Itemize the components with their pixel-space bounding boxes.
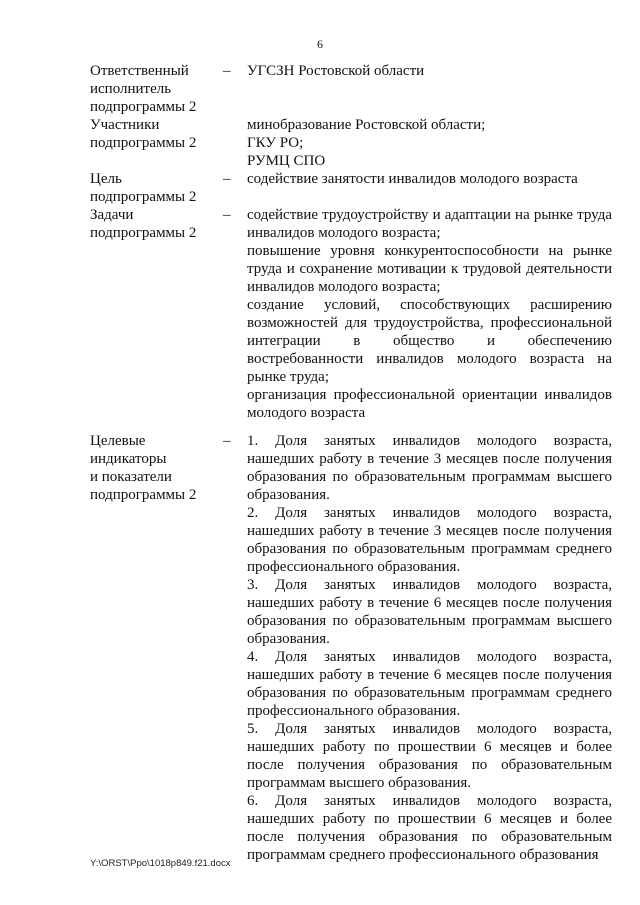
- label-line: Ответственный: [90, 63, 189, 79]
- row-item: 1. Доля занятых инвалидов молодого возраста, нашедших работу в течение 3 месяцев после получения образования по образовательным программам высшего образования.: [247, 433, 612, 503]
- row-item: ГКУ РО;: [247, 135, 304, 151]
- row-label: [90, 432, 223, 504]
- row-body: [247, 62, 612, 80]
- row-tasks: [90, 206, 612, 422]
- label-line: подпрограммы 2: [90, 99, 197, 115]
- program-passport-table: [90, 62, 612, 864]
- row-item: 6. Доля занятых инвалидов молодого возраста, нашедших работу по прошествии 6 месяцев и более после получения образования по образовательным программам среднего профессионального образования: [247, 793, 612, 863]
- row-item: УГСЗН Ростовской области: [247, 63, 425, 79]
- row-item: 2. Доля занятых инвалидов молодого возраста, нашедших работу в течение 3 месяцев после получения образования по образовательным программам среднего профессионального образования.: [247, 505, 612, 575]
- row-body: [247, 432, 612, 864]
- row-item: повышение уровня конкурентоспособности на рынке труда и сохранение мотивации к трудовой деятельности инвалидов молодого возраста;: [247, 243, 612, 295]
- page-number: 6: [317, 37, 323, 51]
- row-label: [90, 170, 223, 206]
- row-item: содействие занятости инвалидов молодого возраста: [247, 171, 578, 187]
- label-line: подпрограммы 2: [90, 189, 197, 205]
- row-item: 4. Доля занятых инвалидов молодого возраста, нашедших работу в течение 6 месяцев после получения образования по образовательным программам среднего профессионального образования.: [247, 649, 612, 719]
- label-line: Цель: [90, 171, 122, 187]
- label-line: подпрограммы 2: [90, 225, 197, 241]
- row-body: [247, 116, 612, 170]
- footer-file-path: Y:\ORST\Ppo\1018p849.f21.docx: [90, 858, 231, 869]
- row-participants: [90, 116, 612, 170]
- label-line: Участники: [90, 117, 160, 133]
- row-item: организация профессиональной ориентации инвалидов молодого возраста: [247, 387, 612, 421]
- row-goal: [90, 170, 612, 206]
- row-responsible-executor: [90, 62, 612, 116]
- row-item: РУМЦ СПО: [247, 153, 326, 169]
- label-line: индикаторы: [90, 451, 167, 467]
- row-label: [90, 206, 223, 242]
- row-body: [247, 206, 612, 422]
- row-target-indicators: [90, 432, 612, 864]
- row-item: содействие трудоустройству и адаптации на рынке труда инвалидов молодого возраста;: [247, 207, 612, 241]
- row-dash: –: [223, 63, 231, 79]
- row-dash: –: [223, 433, 231, 449]
- label-line: подпрограммы 2: [90, 487, 197, 503]
- row-label: [90, 62, 223, 116]
- label-line: исполнитель: [90, 81, 172, 97]
- label-line: и показатели: [90, 469, 172, 485]
- row-dash: –: [223, 171, 231, 187]
- label-line: подпрограммы 2: [90, 135, 197, 151]
- row-item: 5. Доля занятых инвалидов молодого возраста, нашедших работу по прошествии 6 месяцев и более после получения образования по образовательным программам высшего образования.: [247, 721, 612, 791]
- row-body: [247, 170, 612, 188]
- row-label: [90, 116, 223, 152]
- label-line: Целевые: [90, 433, 146, 449]
- row-dash: –: [223, 207, 231, 223]
- label-line: Задачи: [90, 207, 134, 223]
- row-item: 3. Доля занятых инвалидов молодого возраста, нашедших работу в течение 6 месяцев после получения образования по образовательным программам высшего образования.: [247, 577, 612, 647]
- row-item: минобразование Ростовской области;: [247, 117, 486, 133]
- row-item: создание условий, способствующих расширению возможностей для трудоустройства, профессиональной интеграции в общество и обеспечению востребованности инвалидов молодого возраста на рынке труда;: [247, 297, 612, 385]
